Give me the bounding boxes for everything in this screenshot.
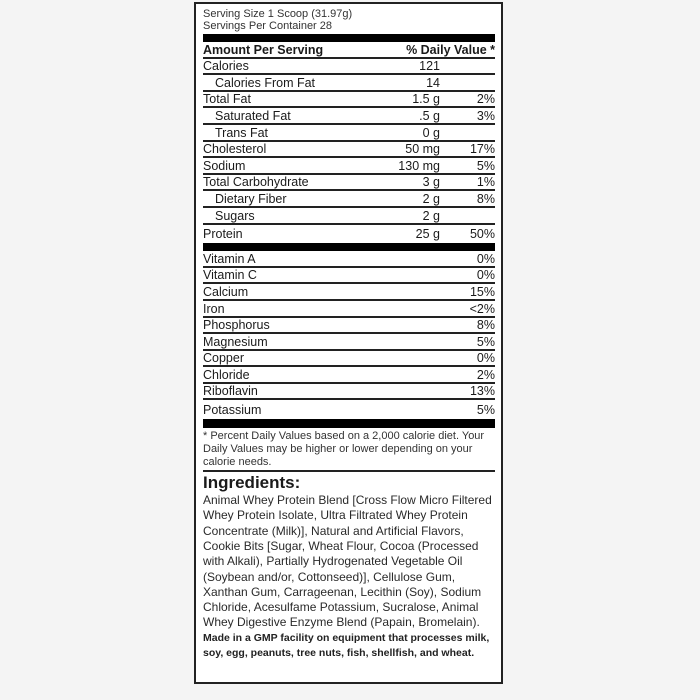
- nutrient-name: Sodium: [203, 158, 246, 173]
- vitamin-row: [203, 301, 495, 318]
- servings-per-container: Servings Per Container 28: [203, 20, 333, 32]
- nutrient-amount: 0 g: [422, 125, 440, 140]
- vitamin-daily-value: 8%: [476, 318, 495, 333]
- nutrient-row: [203, 125, 495, 142]
- nutrient-row: [203, 225, 495, 242]
- thick-divider: [203, 419, 495, 428]
- vitamin-daily-value: 15%: [469, 284, 495, 299]
- nutrient-daily-value: 17%: [469, 142, 495, 157]
- nutrient-name: Total Fat: [203, 92, 251, 107]
- vitamin-row: [203, 268, 495, 285]
- thick-divider: [203, 34, 495, 42]
- amount-per-serving-label: Amount Per Serving: [203, 42, 324, 57]
- nutrient-name: Cholesterol: [203, 142, 267, 157]
- ingredients-title: Ingredients:: [203, 473, 301, 493]
- vitamin-row: [203, 384, 495, 401]
- nutrient-daily-value: 5%: [476, 158, 495, 173]
- serving-size: Serving Size 1 Scoop (31.97g): [203, 8, 353, 20]
- nutrient-row: [203, 108, 495, 125]
- vitamin-name: Chloride: [203, 367, 250, 382]
- vitamin-row: [203, 334, 495, 351]
- vitamin-name: Riboflavin: [203, 384, 258, 399]
- ingredients-text: Animal Whey Protein Blend [Cross Flow Micro Filtered Whey Protein Isolate, Ultra Filtrated Whey Protein Concentrate (Milk)], Natural and Artificial Flavors, Cookie Bits [Sugar, Wheat Flour, Cocoa (Processed with Alkali), Partially Hydrogenated Vegetable Oil (Soybean and/or, Cottonseed)], Cellulose Gum, Xanthan Gum, Carrageenan, Lecithin (Soy), Sodium Chloride, Acesulfame Potassium, Sucralose, Animal Whey Digestive Enzyme Blend (Papain, Bromelain).: [203, 493, 492, 630]
- vitamin-daily-value: 13%: [469, 384, 495, 399]
- nutrient-row: [203, 191, 495, 208]
- nutrient-amount: 2 g: [422, 208, 440, 223]
- vitamin-row: [203, 251, 495, 268]
- nutrient-amount: 130 mg: [398, 158, 440, 173]
- nutrient-amount: 50 mg: [405, 142, 440, 157]
- vitamin-name: Calcium: [203, 284, 249, 299]
- nutrient-daily-value: 8%: [476, 191, 495, 206]
- nutrient-amount: 3 g: [422, 175, 440, 190]
- nutrient-row: [203, 142, 495, 159]
- nutrient-name: Dietary Fiber: [215, 191, 287, 206]
- nutrient-name: Calories: [203, 59, 249, 74]
- nutrient-list: [203, 59, 495, 242]
- daily-value-label: % Daily Value *: [406, 42, 495, 57]
- nutrient-row: [203, 208, 495, 225]
- nutrient-name: Protein: [203, 227, 243, 242]
- amount-header-row: [203, 42, 495, 59]
- nutrient-daily-value: 3%: [476, 108, 495, 123]
- vitamin-name: Copper: [203, 351, 244, 366]
- vitamin-daily-value: 0%: [476, 351, 495, 366]
- nutrient-amount: 25 g: [415, 227, 440, 242]
- nutrient-daily-value: 2%: [476, 92, 495, 107]
- nutrient-row: [203, 75, 495, 92]
- nutrient-daily-value: 50%: [469, 227, 495, 242]
- nutrient-row: [203, 175, 495, 192]
- vitamin-row: [203, 367, 495, 384]
- nutrient-name: Sugars: [215, 208, 255, 223]
- daily-value-footnote: * Percent Daily Values based on a 2,000 calorie diet. Your Daily Values may be higher or lower depending on your calorie needs.: [203, 428, 495, 472]
- vitamin-row: [203, 400, 495, 417]
- nutrient-name: Saturated Fat: [215, 108, 291, 123]
- vitamin-name: Phosphorus: [203, 318, 270, 333]
- vitamin-name: Magnesium: [203, 334, 268, 349]
- nutrient-daily-value: 1%: [476, 175, 495, 190]
- vitamin-daily-value: 5%: [476, 334, 495, 349]
- nutrient-row: [203, 92, 495, 109]
- vitamin-row: [203, 351, 495, 368]
- nutrient-row: [203, 59, 495, 76]
- nutrition-facts-label: [194, 2, 503, 684]
- nutrient-amount: 121: [419, 59, 440, 74]
- vitamin-daily-value: 5%: [476, 403, 495, 418]
- vitamin-daily-value: 0%: [476, 251, 495, 266]
- nutrient-name: Trans Fat: [215, 125, 269, 140]
- nutrient-name: Calories From Fat: [215, 75, 316, 90]
- vitamin-name: Vitamin C: [203, 268, 257, 283]
- nutrient-row: [203, 158, 495, 175]
- vitamin-row: [203, 284, 495, 301]
- vitamin-name: Potassium: [203, 403, 262, 418]
- nutrient-amount: .5 g: [419, 108, 440, 123]
- vitamin-name: Iron: [203, 301, 225, 316]
- allergen-statement: Made in a GMP facility on equipment that processes milk, soy, egg, peanuts, tree nuts, fish, shellfish, and wheat.: [203, 631, 490, 660]
- nutrient-amount: 1.5 g: [412, 92, 440, 107]
- vitamin-name: Vitamin A: [203, 251, 256, 266]
- vitamin-list: [203, 251, 495, 417]
- vitamin-row: [203, 318, 495, 335]
- vitamin-daily-value: <2%: [469, 301, 495, 316]
- vitamin-daily-value: 0%: [476, 268, 495, 283]
- thick-divider: [203, 243, 495, 251]
- vitamin-daily-value: 2%: [476, 367, 495, 382]
- nutrient-amount: 14: [426, 75, 440, 90]
- nutrient-amount: 2 g: [422, 191, 440, 206]
- nutrient-name: Total Carbohydrate: [203, 175, 309, 190]
